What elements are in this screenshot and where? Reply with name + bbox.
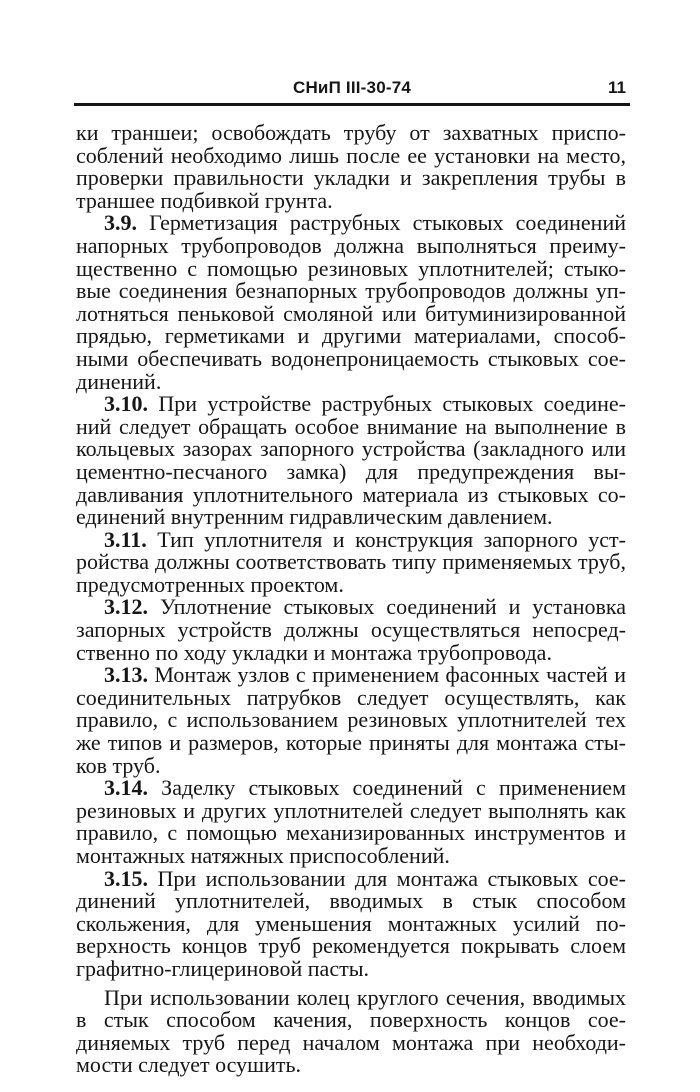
paragraph-text: Герметизация раструбных стыковых соединений напорных трубопроводов должна выполняться преимущественно с помощью резиновых уплотнителей; стыковые соединения безнапорных трубопроводов должны уплотняться пеньковой смоляной или битуминизированной прядью, герметиками и другими материалами, способными обеспечивать водонепроницаемость стыковых соединений. bbox=[76, 210, 626, 394]
clause-number: 3.15. bbox=[104, 865, 148, 891]
paragraph-text: При использовании колец круглого сечения, вводимых в стык способом качения, поверхность концов соединяемых труб перед началом монтажа при необходимости следует осушить. bbox=[76, 984, 626, 1078]
clause-number: 3.10. bbox=[104, 391, 148, 417]
clause-number: 3.11. bbox=[104, 526, 147, 552]
page-number: 11 bbox=[608, 78, 626, 97]
body-text bbox=[76, 122, 626, 1077]
clause-3-9 bbox=[76, 212, 626, 393]
paragraph-text: Уплотнение стыковых соединений и установка запорных устройств должны осуществляться непосредственно по ходу укладки и монтажа трубопровода. bbox=[76, 594, 626, 665]
running-header bbox=[74, 74, 630, 106]
header-rule bbox=[74, 103, 630, 106]
clause-3-12 bbox=[76, 596, 626, 664]
paragraph-text: Заделку стыковых соединений с применением резиновых и других уплотнителей следует выполнять как правило, с помощью механизированных инструментов и монтажных натяжных приспособлений. bbox=[76, 775, 626, 868]
paragraph-continuation bbox=[76, 122, 626, 212]
paragraph-text: При использовании для монтажа стыковых соединений уплотнителей, вводимых в стык способом скольжения, для уменьшения монтажных усилий поверхность концов труб рекомендуется покрывать слоем графитно-глицериновой пасты. bbox=[76, 865, 626, 981]
paragraph-text: Тип уплотнителя и конструкция запорного устройства должны соответствовать типу применяемых труб, предусмотренных проектом. bbox=[76, 526, 626, 597]
clause-3-13 bbox=[76, 664, 626, 777]
paragraph-final bbox=[76, 984, 626, 1078]
paragraph-text: Монтаж узлов с применением фасонных частей и соединительных патрубков следует осуществлять, как правило, с использованием резиновых уплотнителей тех же типов и размеров, которые приняты для монтажа стыков труб. bbox=[76, 662, 626, 778]
paragraph-text: При устройстве раструбных стыковых соединений следует обращать особое внимание на выполнение в кольцевых зазорах запорного устройства (закладного или цементно-песчаного замка) для предупреждения выдавливания уплотнительного материала из стыковых соединений внутренним гидравлическим давлением. bbox=[76, 391, 626, 530]
clause-number: 3.13. bbox=[104, 662, 148, 688]
clause-3-10 bbox=[76, 393, 626, 529]
clause-3-11 bbox=[76, 526, 626, 597]
clause-3-15 bbox=[76, 865, 626, 981]
document-code: СНиП III-30-74 bbox=[292, 78, 412, 97]
clause-number: 3.9. bbox=[104, 210, 137, 236]
clause-3-14 bbox=[76, 777, 626, 867]
clause-number: 3.14. bbox=[104, 775, 148, 801]
clause-number: 3.12. bbox=[104, 594, 148, 620]
paragraph-text: ки траншеи; освобождать трубу от захватных приспособлений необходимо лишь после ее установки на место, проверки правильности укладки и закрепления трубы в траншее подбивкой грунта. bbox=[76, 120, 626, 213]
